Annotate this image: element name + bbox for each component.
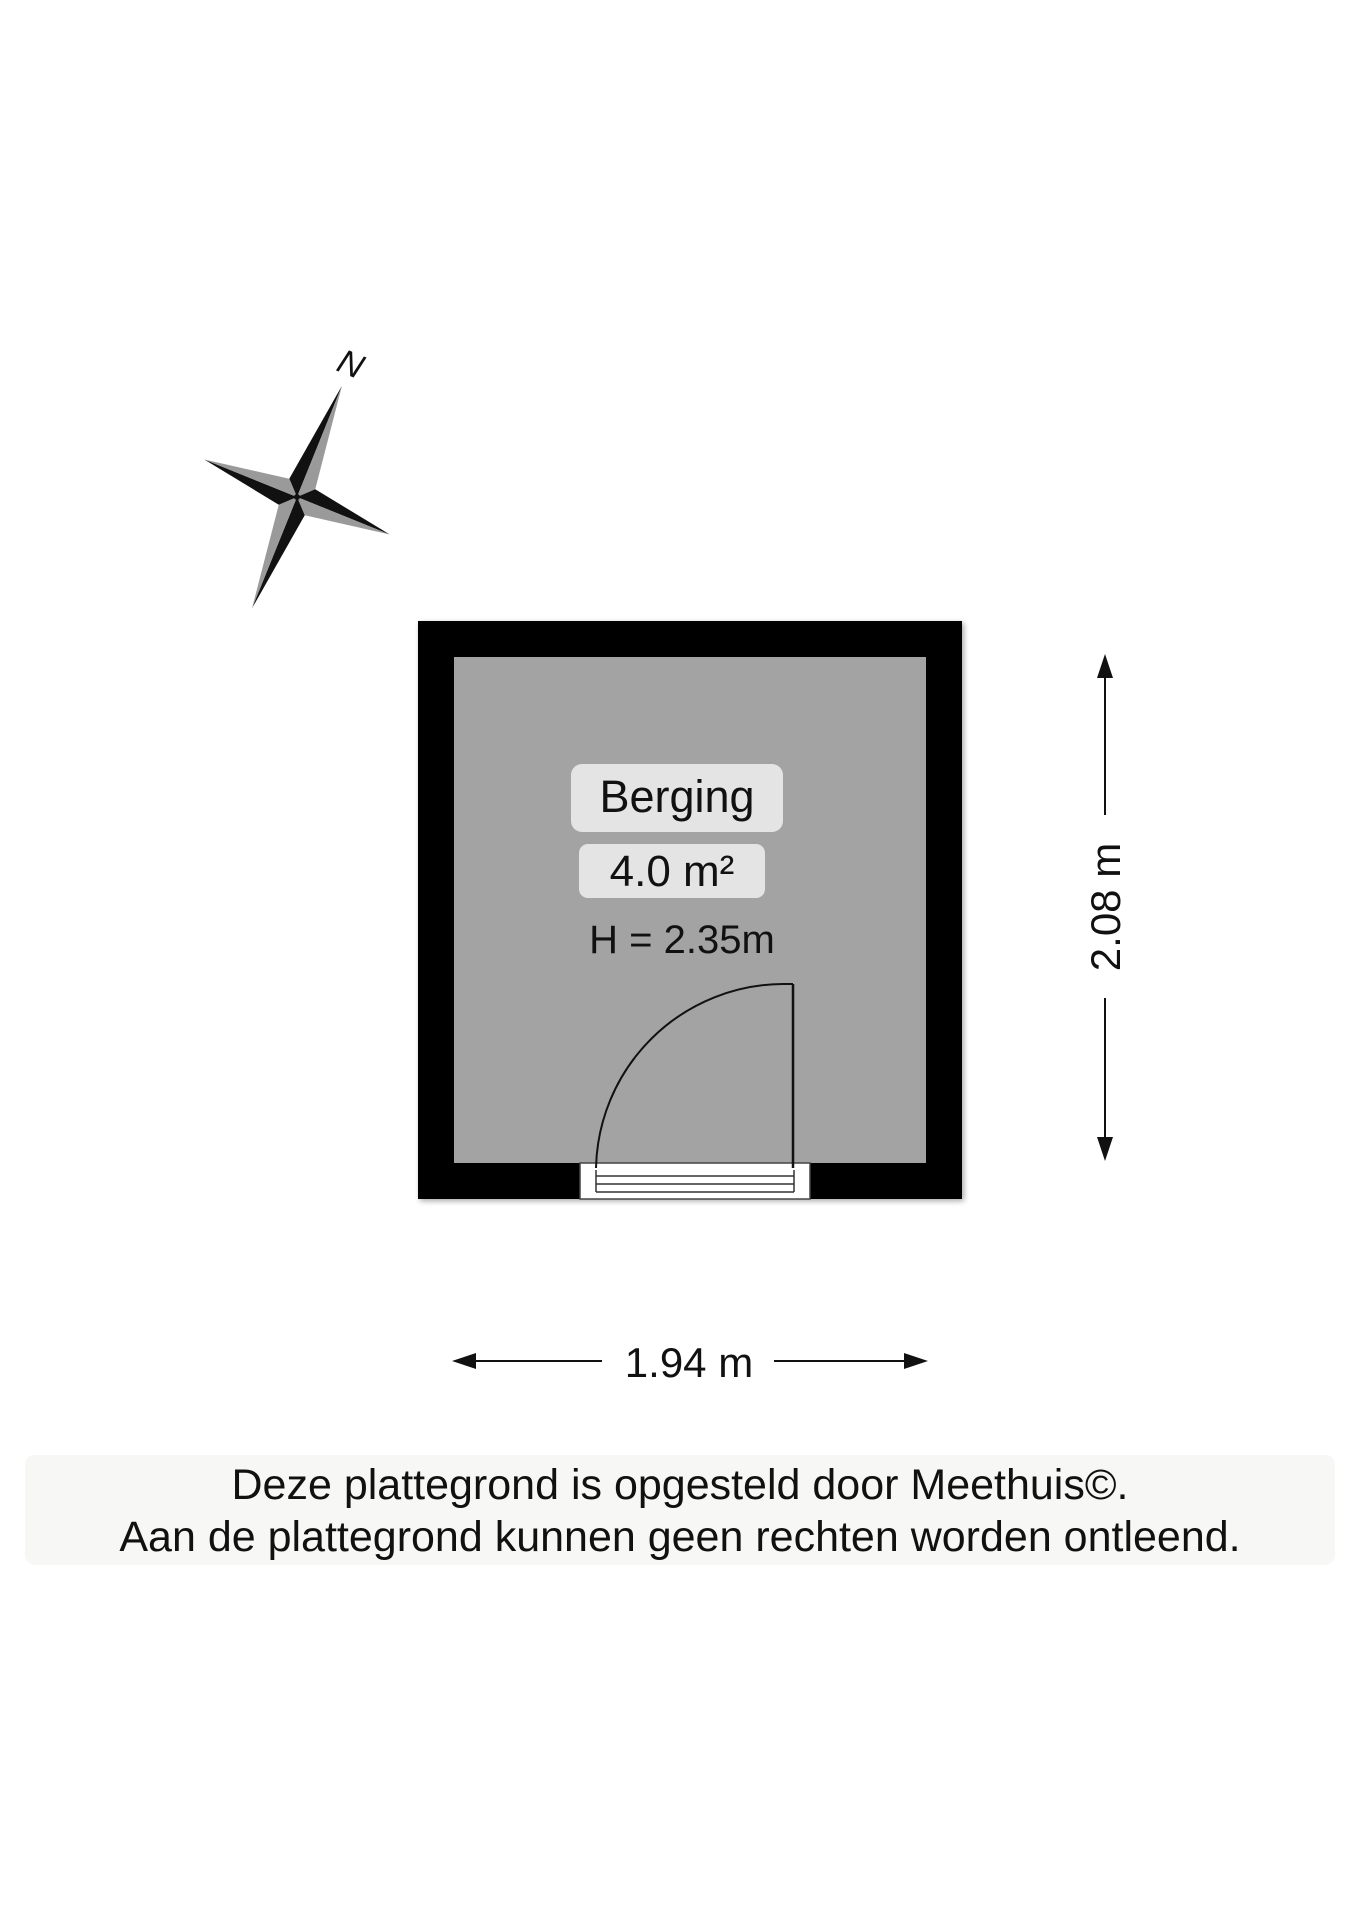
disclaimer-line-2: Aan de plattegrond kunnen geen rechten worden ontleend. <box>119 1513 1241 1561</box>
dimension-arrow-left <box>452 1353 476 1369</box>
compass-rose <box>159 309 450 645</box>
compass-north-point-light <box>297 386 355 503</box>
room-floor <box>454 657 926 1163</box>
dimension-width-label: 1.94 m <box>624 1339 754 1386</box>
compass-south-point-light <box>239 492 297 609</box>
disclaimer-line-1: Deze plattegrond is opgesteld door Meethuis©. <box>231 1461 1129 1509</box>
compass-west-point-light <box>204 447 302 497</box>
dimension-arrow-up <box>1097 654 1113 678</box>
dimension-arrow-right <box>904 1353 928 1369</box>
room-name: Berging <box>599 771 755 822</box>
dimension-depth-label: 2.08 m <box>1082 842 1129 972</box>
dimension-depth <box>1082 654 1129 1161</box>
room-area: 4.0 m² <box>609 847 735 896</box>
disclaimer <box>25 1455 1335 1565</box>
door-threshold <box>580 1163 810 1199</box>
compass-east-point-light <box>292 497 390 547</box>
compass-north-label: N <box>332 342 370 387</box>
room-labels <box>571 764 783 962</box>
dimension-width <box>452 1339 928 1386</box>
room-height: H = 2.35m <box>589 918 775 962</box>
dimension-arrow-down <box>1097 1137 1113 1161</box>
room-berging <box>418 621 962 1199</box>
